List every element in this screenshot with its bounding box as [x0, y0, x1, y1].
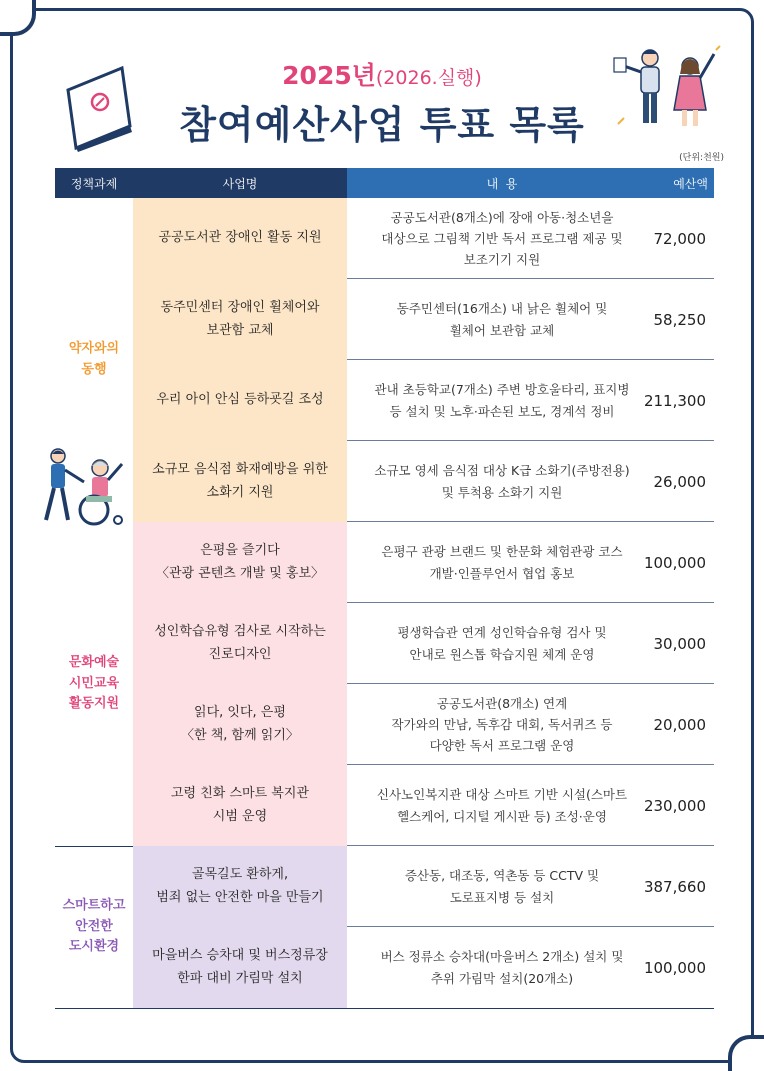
project-description: 관내 초등학교(7개소) 주변 방호울타리, 표지병 등 설치 및 노후·파손된 보도, 경계석 정비 [374, 382, 630, 419]
project-description: 동주민센터(16개소) 내 낡은 휠체어 및 휠체어 보관함 교체 [396, 301, 608, 338]
project-budget: 26,000 [653, 472, 706, 491]
page-title: 참여예산사업 투표 목록 [179, 103, 585, 147]
project-name: 은평을 즐기다 〈관광 콘텐츠 개발 및 홍보〉 [133, 522, 347, 603]
project-description: 평생학습관 연계 성인학습유형 검사 및 안내로 원스톱 학습지원 체계 운영 [397, 625, 607, 662]
project-name: 소규모 음식점 화재예방을 위한 소화기 지원 [133, 441, 347, 522]
project-description: 공공도서관(8개소) 연계 작가와의 만남, 독후감 대회, 독서퀴즈 등 다양한 독서 프로그램 운영 [391, 695, 613, 754]
table-row [133, 927, 714, 1008]
column-header-policy: 정책과제 [55, 168, 133, 198]
table-bottom-line [55, 1008, 714, 1009]
project-description: 은평구 관광 브랜드 및 한문화 체험관광 코스 개발·인플루언서 협업 홍보 [381, 544, 623, 581]
table-row [133, 603, 714, 684]
group-label-smart: 스마트하고 안전한 도시환경 [62, 897, 126, 955]
project-name: 동주민센터 장애인 휠체어와 보관함 교체 [133, 279, 347, 360]
project-budget: 100,000 [643, 553, 706, 572]
project-description: 신사노인복지관 대상 스마트 기반 시설(스마트 헬스케어, 디지털 게시판 등) 조성·운영 [376, 787, 628, 824]
project-description: 증산동, 대조동, 역촌동 등 CCTV 및 도로표지병 등 설치 [404, 868, 600, 905]
table-row [133, 846, 714, 927]
project-name: 마을버스 승차대 및 버스정류장 한파 대비 가림막 설치 [133, 927, 347, 1008]
table-row [133, 684, 714, 765]
project-budget: 100,000 [643, 958, 706, 977]
group-label-weak: 약자와의 동행 [68, 341, 120, 377]
project-budget: 58,250 [653, 310, 706, 329]
table-row [133, 360, 714, 441]
wheelchair-illustration [38, 446, 133, 528]
project-name: 우리 아이 안심 등하굣길 조성 [133, 360, 347, 441]
project-budget: 30,000 [653, 634, 706, 653]
project-budget: 211,300 [643, 391, 706, 410]
project-name: 골목길도 환하게, 범죄 없는 안전한 마을 만들기 [133, 846, 347, 927]
project-description: 소규모 영세 음식점 대상 K급 소화기(주방전용) 및 투척용 소화기 지원 [374, 463, 630, 500]
group-label-culture: 문화예술 시민교육 활동지원 [68, 654, 120, 712]
project-description: 공공도서관(8개소)에 장애 아동·청소년을 대상으로 그림책 기반 독서 프로그램 제공 및 보조기기 지원 [381, 209, 623, 268]
table-row [133, 522, 714, 603]
project-budget: 230,000 [643, 796, 706, 815]
project-description: 버스 정류소 승차대(마을버스 2개소) 설치 및 추위 가림막 설치(20개소) [380, 949, 624, 986]
table-row [133, 441, 714, 522]
project-name: 성인학습유형 검사로 시작하는 진로디자인 [133, 603, 347, 684]
column-header-content: 내 용 [347, 168, 657, 198]
project-budget: 72,000 [653, 229, 706, 248]
table-row [133, 198, 714, 279]
project-name: 읽다, 잇다, 은평 〈한 책, 함께 읽기〉 [133, 684, 347, 765]
project-budget: 387,660 [643, 877, 706, 896]
unit-label: (단위:천원) [679, 153, 724, 163]
table-row [133, 765, 714, 846]
column-header-budget: 예산액 [657, 168, 714, 198]
column-header-project: 사업명 [133, 168, 347, 198]
group-divider [55, 846, 133, 847]
people-cheering-illustration [610, 44, 725, 139]
project-name: 공공도서관 장애인 활동 지원 [133, 198, 347, 279]
title-year: 2025년(2026.실행) [282, 61, 482, 90]
table-row [133, 279, 714, 360]
project-budget: 20,000 [653, 715, 706, 734]
project-name: 고령 친화 스마트 복지관 시범 운영 [133, 765, 347, 846]
